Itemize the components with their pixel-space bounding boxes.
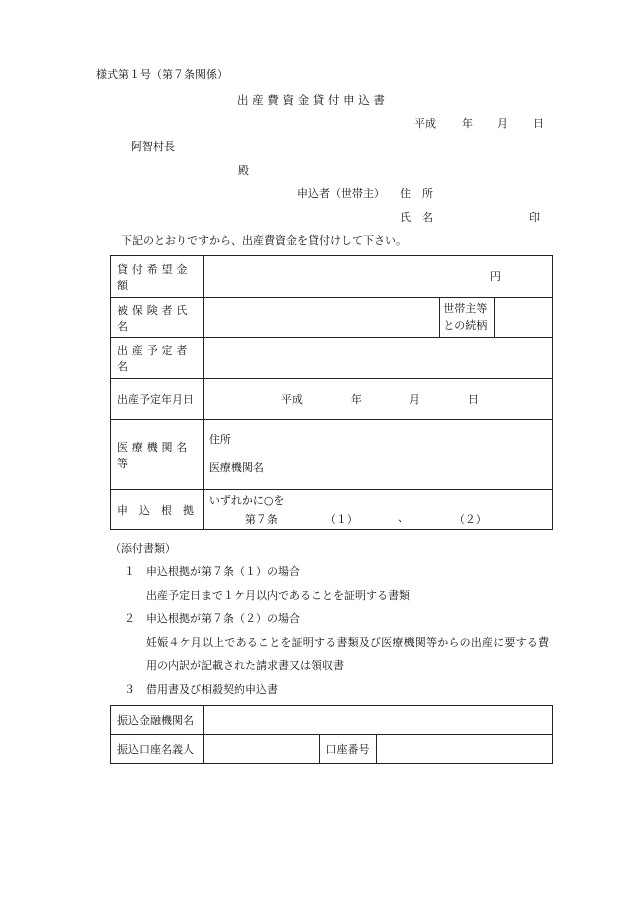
- applicant-address-label: 住 所: [400, 187, 433, 200]
- relation-label-line1: 世帯主等: [443, 302, 488, 315]
- basis-separator: 、: [397, 511, 409, 524]
- due-date-label: 出産予定年月日: [111, 379, 204, 420]
- medical-address-label: 住所: [208, 433, 231, 446]
- attachment-text: 出産予定日まで１ケ月以内であることを証明する書類: [146, 589, 410, 602]
- date-month: 月: [497, 117, 508, 130]
- table-row: [111, 706, 553, 735]
- attachment-text: 妊娠４ケ月以上であることを証明する書類及び医療機関等からの出産に要する費: [146, 636, 550, 649]
- table-row: [111, 379, 553, 420]
- bank-label: 振込金融機関名: [111, 706, 204, 735]
- medical-field[interactable]: [203, 420, 552, 490]
- date-day: 日: [533, 117, 544, 130]
- attachment-text: 借用書及び相殺契約申込書: [146, 683, 278, 696]
- due-era: 平成: [280, 393, 303, 406]
- due-month: 月: [408, 393, 420, 406]
- relation-label-line2: との続柄: [443, 318, 488, 332]
- holder-label: 振込口座名義人: [111, 735, 204, 764]
- honorific: 殿: [238, 164, 249, 177]
- page-title: 出 産 費 資 金 貸 付 申 込 書: [237, 93, 385, 107]
- attachments-heading: （添付書類）: [110, 542, 176, 555]
- basis-label: 申 込 根 拠: [111, 490, 204, 530]
- attachment-num: ３: [124, 683, 135, 696]
- insured-name-label: 被保険者氏名: [111, 298, 204, 338]
- holder-field[interactable]: [203, 735, 319, 764]
- date-year: 年: [462, 117, 473, 130]
- intro-text: 下記のとおりですから、出産費資金を貸付けして下さい。: [121, 234, 407, 247]
- attachment-num: １: [124, 565, 135, 578]
- date-era: 平成: [414, 117, 436, 130]
- table-row: [111, 420, 553, 490]
- relation-label: [440, 298, 495, 338]
- table-row: [111, 735, 553, 764]
- form-id: 様式第１号（第７条関係）: [96, 68, 228, 81]
- medical-label: 医療機関名等: [111, 420, 204, 490]
- expectant-field[interactable]: [203, 338, 552, 379]
- relation-field[interactable]: [495, 298, 553, 338]
- seal-mark: 印: [529, 211, 540, 224]
- basis-option-2[interactable]: （２）: [453, 513, 487, 526]
- basis-note: いずれかに○を: [208, 494, 285, 507]
- attachment-text: 申込根拠が第７条（２）の場合: [146, 612, 300, 625]
- table-row: [111, 256, 553, 298]
- applicant-name-label: 氏 名: [400, 211, 433, 224]
- attachment-text: 用の内訳が記載された請求書又は領収書: [146, 659, 344, 672]
- insured-name-field[interactable]: [203, 298, 439, 338]
- expectant-label: 出産予定者名: [111, 338, 204, 379]
- due-date-field[interactable]: [203, 379, 552, 420]
- medical-name-label: 医療機関名: [208, 461, 264, 474]
- account-field[interactable]: [377, 735, 553, 764]
- attachment-num: ２: [124, 612, 135, 625]
- applicant-label: 申込者（世帯主）: [297, 187, 385, 200]
- basis-option-1[interactable]: （１）: [324, 513, 358, 526]
- bank-table: [110, 705, 553, 764]
- application-table: [110, 255, 553, 530]
- table-row: [111, 298, 553, 338]
- yen-unit: 円: [489, 270, 501, 283]
- due-day: 日: [467, 393, 479, 406]
- basis-field[interactable]: [203, 490, 552, 530]
- bank-field[interactable]: [203, 706, 552, 735]
- attachment-text: 申込根拠が第７条（１）の場合: [146, 565, 300, 578]
- table-row: [111, 338, 553, 379]
- loan-amount-label: 貸付希望金額: [111, 256, 204, 298]
- due-year: 年: [350, 393, 362, 406]
- loan-amount-field[interactable]: [203, 256, 552, 298]
- basis-article: 第７条: [244, 513, 278, 526]
- addressee: 阿智村長: [131, 140, 175, 153]
- account-label: 口座番号: [319, 735, 377, 764]
- table-row: [111, 490, 553, 530]
